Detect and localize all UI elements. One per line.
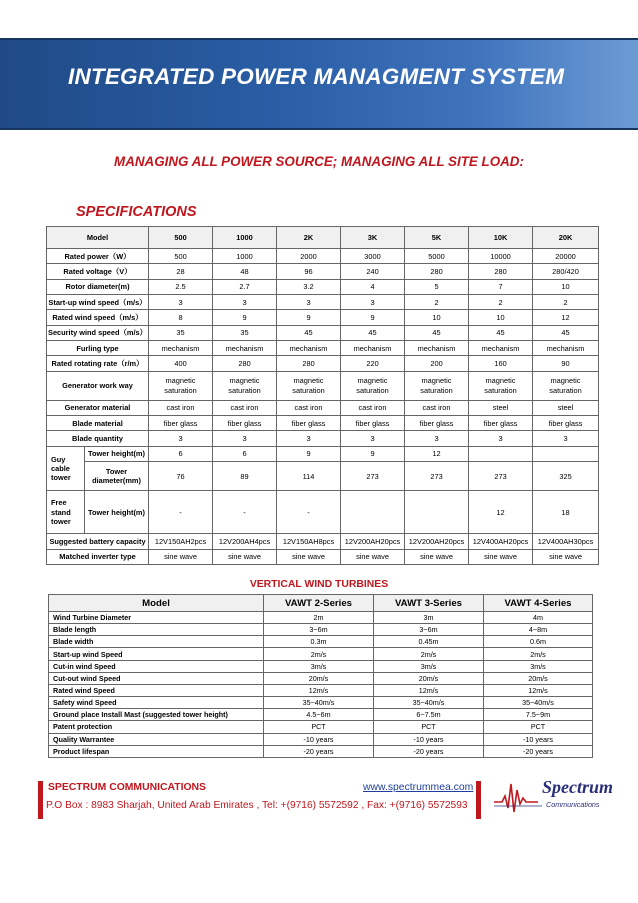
- spec-value-cell: 4: [341, 279, 405, 294]
- spec-row-label: Matched inverter type: [47, 549, 149, 564]
- spec-value-cell: 45: [277, 325, 341, 340]
- spec-value-cell: 6: [213, 446, 277, 461]
- spec-value-cell: [533, 446, 599, 461]
- spec-value-cell: 8: [149, 310, 213, 325]
- vwt-value-cell: 0.45m: [374, 636, 484, 648]
- spec-model-cell: 1000: [213, 227, 277, 249]
- logo-name: Spectrum: [542, 777, 614, 797]
- spec-value-cell: sine wave: [341, 549, 405, 564]
- spec-value-cell: 2: [405, 294, 469, 309]
- spec-value-cell: 96: [277, 264, 341, 279]
- spectrum-logo: [492, 776, 622, 816]
- vwt-value-cell: 12m/s: [264, 684, 374, 696]
- spec-value-cell: 280: [213, 356, 277, 371]
- spec-value-cell: magnetic saturation: [277, 371, 341, 400]
- vertical-turbines-section: [48, 594, 592, 758]
- spec-value-cell: 240: [341, 264, 405, 279]
- spec-value-cell: mechanism: [533, 340, 599, 355]
- vwt-value-cell: 12m/s: [484, 684, 593, 696]
- spec-value-cell: 12V150AH2pcs: [149, 534, 213, 549]
- spec-row: [47, 400, 599, 415]
- spec-value-cell: 3: [405, 431, 469, 446]
- spec-value-cell: -: [213, 491, 277, 534]
- vwt-value-cell: 0.3m: [264, 636, 374, 648]
- spec-value-cell: magnetic saturation: [341, 371, 405, 400]
- spec-value-cell: 45: [533, 325, 599, 340]
- spec-row: [47, 310, 599, 325]
- spec-value-cell: 280/420: [533, 264, 599, 279]
- spec-value-cell: 114: [277, 462, 341, 491]
- spec-value-cell: fiber glass: [149, 416, 213, 431]
- vwt-value-cell: -20 years: [264, 745, 374, 757]
- spec-value-cell: 2: [533, 294, 599, 309]
- spec-row-label: Rotor diameter(m): [47, 279, 149, 294]
- spec-row: [47, 549, 599, 564]
- spec-row-label: Blade material: [47, 416, 149, 431]
- spec-value-cell: 35: [149, 325, 213, 340]
- spec-value-cell: mechanism: [277, 340, 341, 355]
- spec-value-cell: sine wave: [277, 549, 341, 564]
- vwt-value-cell: 6~7.5m: [374, 709, 484, 721]
- vertical-turbines-heading: VERTICAL WIND TURBINES: [249, 579, 389, 590]
- spec-row: [47, 249, 599, 264]
- spec-row-label: Suggested battery capacity: [47, 534, 149, 549]
- spec-model-cell: 5K: [405, 227, 469, 249]
- spec-value-cell: 18: [533, 491, 599, 534]
- spec-value-cell: 12V200AH4pcs: [213, 534, 277, 549]
- vwt-value-cell: 2m/s: [374, 648, 484, 660]
- spec-value-cell: 5: [405, 279, 469, 294]
- spec-row-label: Security wind speed（m/s）: [47, 325, 149, 340]
- vwt-row-label: Blade width: [49, 636, 264, 648]
- vwt-row-label: Wind Turbine Diameter: [49, 612, 264, 624]
- spec-value-cell: [341, 491, 405, 534]
- vwt-row: [49, 648, 593, 660]
- spec-row-label: Furling type: [47, 340, 149, 355]
- vwt-row: [49, 709, 593, 721]
- spec-value-cell: [469, 446, 533, 461]
- vwt-row-label: Cut-in wind Speed: [49, 660, 264, 672]
- spec-value-cell: 9: [341, 446, 405, 461]
- spec-value-cell: sine wave: [149, 549, 213, 564]
- spec-value-cell: 12V200AH20pcs: [341, 534, 405, 549]
- page-title: INTEGRATED POWER MANAGMENT SYSTEM: [68, 64, 565, 89]
- spec-value-cell: -: [149, 491, 213, 534]
- spec-value-cell: mechanism: [405, 340, 469, 355]
- spec-value-cell: 3: [277, 294, 341, 309]
- vwt-value-cell: 4m: [484, 612, 593, 624]
- spec-row: [47, 371, 599, 400]
- spec-row-label: Tower diameter(mm): [85, 462, 149, 491]
- spec-value-cell: 7: [469, 279, 533, 294]
- page-subtitle: MANAGING ALL POWER SOURCE; MANAGING ALL SITE LOAD:: [114, 154, 524, 169]
- spec-row-label: Rated voltage（V）: [47, 264, 149, 279]
- vwt-value-cell: PCT: [374, 721, 484, 733]
- vwt-value-cell: 20m/s: [484, 672, 593, 684]
- spec-value-cell: magnetic saturation: [405, 371, 469, 400]
- spec-group-label: Free stand tower: [47, 491, 85, 534]
- spec-value-cell: 280: [405, 264, 469, 279]
- vwt-row: [49, 636, 593, 648]
- spec-value-cell: 12: [533, 310, 599, 325]
- spec-value-cell: mechanism: [469, 340, 533, 355]
- vwt-value-cell: 20m/s: [374, 672, 484, 684]
- spec-value-cell: fiber glass: [405, 416, 469, 431]
- spec-value-cell: 12V150AH8pcs: [277, 534, 341, 549]
- spec-value-cell: 280: [469, 264, 533, 279]
- spec-value-cell: mechanism: [213, 340, 277, 355]
- spec-value-cell: mechanism: [341, 340, 405, 355]
- spec-value-cell: cast iron: [213, 400, 277, 415]
- spec-value-cell: steel: [469, 400, 533, 415]
- vwt-value-cell: 3m/s: [374, 660, 484, 672]
- spec-value-cell: mechanism: [149, 340, 213, 355]
- spec-row: [47, 534, 599, 549]
- spec-value-cell: sine wave: [533, 549, 599, 564]
- spec-value-cell: 280: [277, 356, 341, 371]
- vwt-value-cell: 0.6m: [484, 636, 593, 648]
- spec-group-label: Guy cable tower: [47, 446, 85, 490]
- spec-value-cell: 9: [213, 310, 277, 325]
- spec-value-cell: -: [277, 491, 341, 534]
- spec-value-cell: 9: [341, 310, 405, 325]
- spec-value-cell: cast iron: [341, 400, 405, 415]
- vwt-row-label: Product lifespan: [49, 745, 264, 757]
- spec-row: [47, 279, 599, 294]
- spec-value-cell: 200: [405, 356, 469, 371]
- vwt-row-label: Blade length: [49, 624, 264, 636]
- vwt-value-cell: -10 years: [374, 733, 484, 745]
- vwt-value-cell: 4~8m: [484, 624, 593, 636]
- spec-value-cell: 20000: [533, 249, 599, 264]
- footer-address: P.O Box : 8983 Sharjah, United Arab Emirates , Tel: +(9716) 5572592 , Fax: +(9716) 5572593: [46, 800, 468, 811]
- vwt-model-header: Model: [49, 595, 264, 612]
- spec-value-cell: 6: [149, 446, 213, 461]
- spec-model-cell: 20K: [533, 227, 599, 249]
- spec-value-cell: 45: [405, 325, 469, 340]
- spec-value-cell: 3: [533, 431, 599, 446]
- vwt-value-cell: 35~40m/s: [484, 697, 593, 709]
- spec-value-cell: cast iron: [149, 400, 213, 415]
- spec-row: [47, 446, 599, 461]
- spec-row: [47, 491, 599, 534]
- vwt-row: [49, 684, 593, 696]
- vwt-row-label: Safety wind Speed: [49, 697, 264, 709]
- spec-value-cell: 10: [469, 310, 533, 325]
- footer-accent-bar: [476, 781, 481, 819]
- spec-value-cell: 500: [149, 249, 213, 264]
- vwt-row-label: Patent protection: [49, 721, 264, 733]
- spec-value-cell: sine wave: [213, 549, 277, 564]
- spec-model-cell: 2K: [277, 227, 341, 249]
- specifications-heading: SPECIFICATIONS: [76, 204, 197, 220]
- spec-value-cell: 45: [341, 325, 405, 340]
- footer-accent-bar: [38, 781, 43, 819]
- vwt-value-cell: 4.5~6m: [264, 709, 374, 721]
- spec-row-label: Start-up wind speed（m/s）: [47, 294, 149, 309]
- specifications-section: [46, 226, 598, 565]
- spec-row: [47, 462, 599, 491]
- logo-tagline: Communications: [546, 800, 600, 809]
- spec-value-cell: 12V400AH30pcs: [533, 534, 599, 549]
- spec-header-row: [47, 227, 599, 249]
- spec-value-cell: 9: [277, 310, 341, 325]
- spec-row-label: Tower height(m): [85, 446, 149, 461]
- spec-value-cell: 160: [469, 356, 533, 371]
- spec-value-cell: 5000: [405, 249, 469, 264]
- spec-value-cell: 89: [213, 462, 277, 491]
- spec-value-cell: 3: [149, 294, 213, 309]
- spec-row: [47, 431, 599, 446]
- specifications-table: [46, 226, 599, 565]
- spec-value-cell: 1000: [213, 249, 277, 264]
- spec-row-label: Rated wind speed（m/s）: [47, 310, 149, 325]
- spec-value-cell: cast iron: [405, 400, 469, 415]
- vwt-value-cell: 3m/s: [484, 660, 593, 672]
- vwt-row: [49, 697, 593, 709]
- vwt-row: [49, 624, 593, 636]
- vwt-value-cell: PCT: [484, 721, 593, 733]
- spec-value-cell: 12V400AH20pcs: [469, 534, 533, 549]
- vwt-value-cell: 20m/s: [264, 672, 374, 684]
- vwt-model-cell: VAWT 4-Series: [484, 595, 593, 612]
- spec-value-cell: fiber glass: [213, 416, 277, 431]
- vwt-value-cell: 35~40m/s: [264, 697, 374, 709]
- footer-website-link[interactable]: www.spectrummea.com: [363, 782, 474, 793]
- spec-value-cell: 3: [213, 431, 277, 446]
- spec-value-cell: steel: [533, 400, 599, 415]
- spec-value-cell: 12: [469, 491, 533, 534]
- spec-row-label: Generator work way: [47, 371, 149, 400]
- spec-value-cell: sine wave: [405, 549, 469, 564]
- spec-value-cell: 35: [213, 325, 277, 340]
- spec-value-cell: magnetic saturation: [469, 371, 533, 400]
- vwt-value-cell: 2m: [264, 612, 374, 624]
- vwt-value-cell: 3m/s: [264, 660, 374, 672]
- spec-value-cell: 2: [469, 294, 533, 309]
- spec-row-label: Blade quantity: [47, 431, 149, 446]
- spec-model-header: Model: [47, 227, 149, 249]
- spec-value-cell: 10000: [469, 249, 533, 264]
- spec-row: [47, 264, 599, 279]
- vwt-value-cell: -10 years: [484, 733, 593, 745]
- spec-value-cell: magnetic saturation: [213, 371, 277, 400]
- vwt-header-row: [49, 595, 593, 612]
- spec-value-cell: 3: [469, 431, 533, 446]
- spec-value-cell: 2000: [277, 249, 341, 264]
- vwt-row: [49, 672, 593, 684]
- spec-model-cell: 500: [149, 227, 213, 249]
- spec-value-cell: 2.5: [149, 279, 213, 294]
- spec-value-cell: 28: [149, 264, 213, 279]
- spec-value-cell: 3: [149, 431, 213, 446]
- spec-value-cell: 3: [213, 294, 277, 309]
- spec-value-cell: 90: [533, 356, 599, 371]
- vwt-row: [49, 612, 593, 624]
- vwt-value-cell: 12m/s: [374, 684, 484, 696]
- vwt-value-cell: -20 years: [374, 745, 484, 757]
- spec-value-cell: 3000: [341, 249, 405, 264]
- spec-value-cell: 2.7: [213, 279, 277, 294]
- spec-value-cell: 45: [469, 325, 533, 340]
- spec-value-cell: magnetic saturation: [533, 371, 599, 400]
- spec-value-cell: 3: [341, 294, 405, 309]
- spec-value-cell: 400: [149, 356, 213, 371]
- vwt-value-cell: 2m/s: [484, 648, 593, 660]
- spec-value-cell: 48: [213, 264, 277, 279]
- vwt-row-label: Quality Warrantee: [49, 733, 264, 745]
- spec-row: [47, 325, 599, 340]
- vwt-row-label: Rated wind Speed: [49, 684, 264, 696]
- spec-value-cell: 3: [341, 431, 405, 446]
- spec-row-label: Generator material: [47, 400, 149, 415]
- spec-value-cell: sine wave: [469, 549, 533, 564]
- vwt-value-cell: PCT: [264, 721, 374, 733]
- spec-value-cell: magnetic saturation: [149, 371, 213, 400]
- vwt-row-label: Cut-out wind Speed: [49, 672, 264, 684]
- vwt-value-cell: 3m: [374, 612, 484, 624]
- spec-value-cell: 12V200AH20pcs: [405, 534, 469, 549]
- vwt-row-label: Start-up wind Speed: [49, 648, 264, 660]
- spec-value-cell: fiber glass: [277, 416, 341, 431]
- spec-row: [47, 294, 599, 309]
- spec-value-cell: 12: [405, 446, 469, 461]
- title-banner: [0, 38, 638, 130]
- spec-value-cell: 10: [405, 310, 469, 325]
- spec-value-cell: 9: [277, 446, 341, 461]
- footer-company-name: SPECTRUM COMMUNICATIONS: [48, 782, 206, 793]
- vwt-value-cell: -10 years: [264, 733, 374, 745]
- vwt-row: [49, 660, 593, 672]
- spec-value-cell: cast iron: [277, 400, 341, 415]
- spec-model-cell: 10K: [469, 227, 533, 249]
- spec-value-cell: fiber glass: [469, 416, 533, 431]
- spec-row-label: Tower height(m): [85, 491, 149, 534]
- vwt-row: [49, 745, 593, 757]
- vwt-row-label: Ground place Install Mast (suggested tower height): [49, 709, 264, 721]
- spec-value-cell: 76: [149, 462, 213, 491]
- spec-value-cell: fiber glass: [533, 416, 599, 431]
- vwt-value-cell: 7.5~9m: [484, 709, 593, 721]
- spec-value-cell: 273: [469, 462, 533, 491]
- spec-row: [47, 356, 599, 371]
- vertical-turbines-table: [48, 594, 593, 758]
- spec-value-cell: 10: [533, 279, 599, 294]
- spec-row: [47, 340, 599, 355]
- vwt-value-cell: -20 years: [484, 745, 593, 757]
- spec-row-label: Rated rotating rate（r/m）: [47, 356, 149, 371]
- vwt-row: [49, 733, 593, 745]
- spec-row: [47, 416, 599, 431]
- spec-value-cell: [405, 491, 469, 534]
- vwt-value-cell: 2m/s: [264, 648, 374, 660]
- spec-value-cell: 273: [341, 462, 405, 491]
- spec-model-cell: 3K: [341, 227, 405, 249]
- vwt-value-cell: 3~6m: [264, 624, 374, 636]
- vwt-model-cell: VAWT 3-Series: [374, 595, 484, 612]
- spec-value-cell: 273: [405, 462, 469, 491]
- vwt-value-cell: 3~6m: [374, 624, 484, 636]
- spec-value-cell: 3: [277, 431, 341, 446]
- spec-value-cell: fiber glass: [341, 416, 405, 431]
- spec-value-cell: 220: [341, 356, 405, 371]
- vwt-model-cell: VAWT 2-Series: [264, 595, 374, 612]
- vwt-value-cell: 35~40m/s: [374, 697, 484, 709]
- spec-value-cell: 3.2: [277, 279, 341, 294]
- spec-row-label: Rated power（W）: [47, 249, 149, 264]
- spec-value-cell: 325: [533, 462, 599, 491]
- vwt-row: [49, 721, 593, 733]
